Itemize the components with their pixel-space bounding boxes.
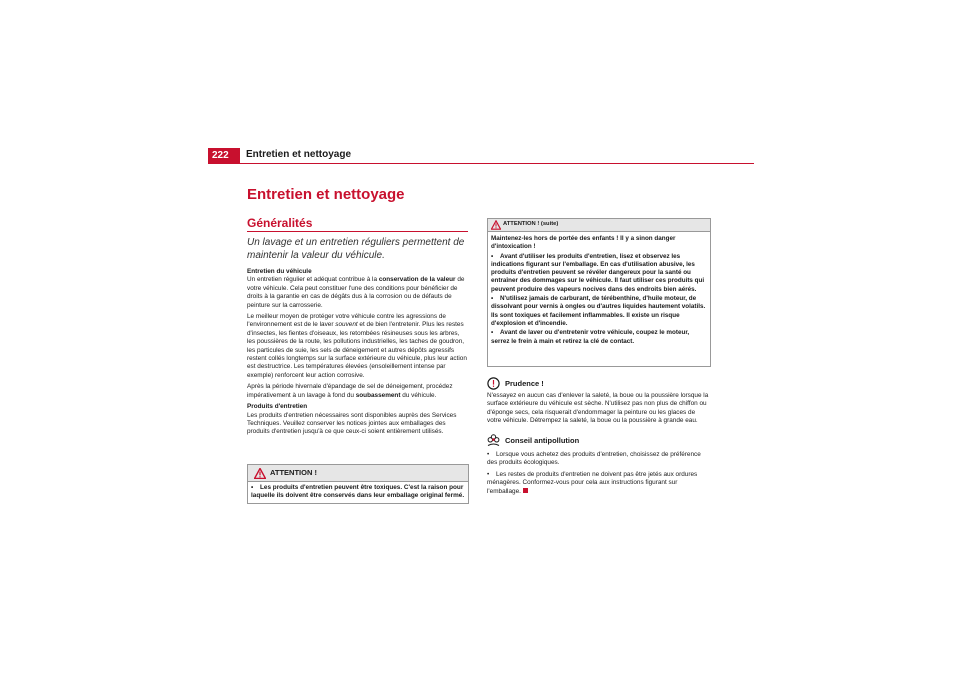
bullet: •	[251, 484, 254, 491]
paragraph-1: Un entretien régulier et adéquat contribue à la conservation de la valeur de votre véhicule. Cela peut constituer l'une des conditions pour bénéficier de droits à la garantie en cas de dégâts dus à la corrosion ou de défauts de peinture sur la carrosserie.	[247, 276, 465, 309]
environment-bullet-2: • Les restes de produits d'entretien ne doivent pas être jetés aux ordures ménagères. Conformez-vous pour cela aux instructions figurant sur l'emballage.	[487, 470, 698, 495]
left-column	[247, 268, 469, 440]
warning-title: ATTENTION !	[270, 468, 317, 477]
environment-header	[487, 434, 711, 446]
warning-triangle-icon	[254, 468, 266, 479]
header-rule	[208, 163, 754, 164]
paragraph-4: Les produits d'entretien nécessaires sont disponibles auprès des Services Techniques. Veuillez conserver les notices jointes aux emballages des produits d'entretien jusqu'à ce que ceux-ci soient entièrement utilisés.	[247, 411, 457, 436]
warning-triangle-icon	[491, 220, 501, 230]
environment-bullet-1: • Lorsque vous achetez des produits d'entretien, choisissez de préférence des produits écologiques.	[487, 451, 701, 467]
environment-flower-icon	[487, 434, 500, 447]
prudence-header	[487, 377, 711, 389]
subheading-produits: Produits d'entretien	[247, 403, 308, 411]
paragraph-3: Après la période hivernale d'épandage de sel de déneigement, procédez impérativement à un lavage à fond du soubassement du véhicule.	[247, 383, 453, 399]
subheading-entretien: Entretien du véhicule	[247, 268, 312, 275]
end-of-section-icon	[523, 488, 528, 493]
warning-continued-body	[491, 235, 707, 347]
section-intro: Un lavage et un entretien réguliers permettent de maintenir la valeur du véhicule.	[247, 237, 465, 261]
prudence-note	[487, 377, 711, 429]
warning-continued-title: ATTENTION ! (suite)	[503, 221, 559, 227]
prudence-title: Prudence !	[505, 379, 544, 388]
warning-bullet-2: • N'utilisez jamais de carburant, de térébenthine, d'huile moteur, de dissolvant pour vernis à ongles ou d'autres liquides hautement volatils. Ils sont toxiques et facilement inflammables. Il existe un risque d'explosion et d'incendie.	[491, 295, 706, 327]
section-title: Généralités	[247, 216, 313, 230]
prudence-exclamation-icon	[487, 377, 500, 390]
warning-bullet-3: • Avant de laver ou d'entretenir votre véhicule, coupez le moteur, serrez le frein à main et retirez la clé de contact.	[491, 329, 690, 345]
prudence-text: N'essayez en aucun cas d'enlever la saleté, la boue ou la poussière lorsque la surface extérieure du véhicule est sèche. N'utilisez pas non plus de chiffon ou d'éponge secs, cela risquerait d'endommager la peinture ou les glaces de votre véhicule. Détrempez la saleté, la boue ou la poussière à grande eau.	[487, 392, 709, 425]
page-number: 222	[208, 148, 240, 163]
warning-header	[248, 465, 468, 482]
running-header-title: Entretien et nettoyage	[246, 149, 352, 160]
environment-title: Conseil antipollution	[505, 436, 580, 445]
warning-body: • Les produits d'entretien peuvent être toxiques. C'est la raison pour laquelle ils doivent être conservés dans leur emballage original fermé.	[251, 484, 465, 500]
warning-continued-header	[488, 219, 710, 232]
section-rule	[247, 231, 468, 232]
chapter-title: Entretien et nettoyage	[247, 186, 405, 203]
warning-bullet-1: • Avant d'utiliser les produits d'entretien, lisez et observez les indications figurant sur l'emballage. En cas d'utilisation abusive, les produits d'entretien peuvent se révéler dangereux pour la santé ou entraîner des dommages sur le véhicule. Il faut utiliser ces produits qui peuvent produire des vapeurs nocives dans des endroits bien aérés.	[491, 252, 705, 293]
warning-continued-paragraph: Maintenez-les hors de portée des enfants ! Il y a sinon danger d'intoxication !	[491, 235, 676, 251]
paragraph-2: Le meilleur moyen de protéger votre véhicule contre les agressions de l'environnement est de le laver souvent et de bien l'entretenir. Plus les restes d'insectes, les fientes d'oiseaux, les retombées résineuses sous les arbres, les poussières de la route, les pollutions industrielles, les taches de goudron, les particules de suie, les sels de déneigement et autres dépôts agressifs restent collés longtemps sur la surface extérieure du véhicule, plus leur action est destructrice. Les températures élevées (ensoleillement intense par exemple) renforcent leur action corrosive.	[247, 313, 467, 379]
warning-box	[247, 464, 469, 504]
warning-continued-box	[487, 218, 711, 367]
environment-note	[487, 434, 711, 499]
